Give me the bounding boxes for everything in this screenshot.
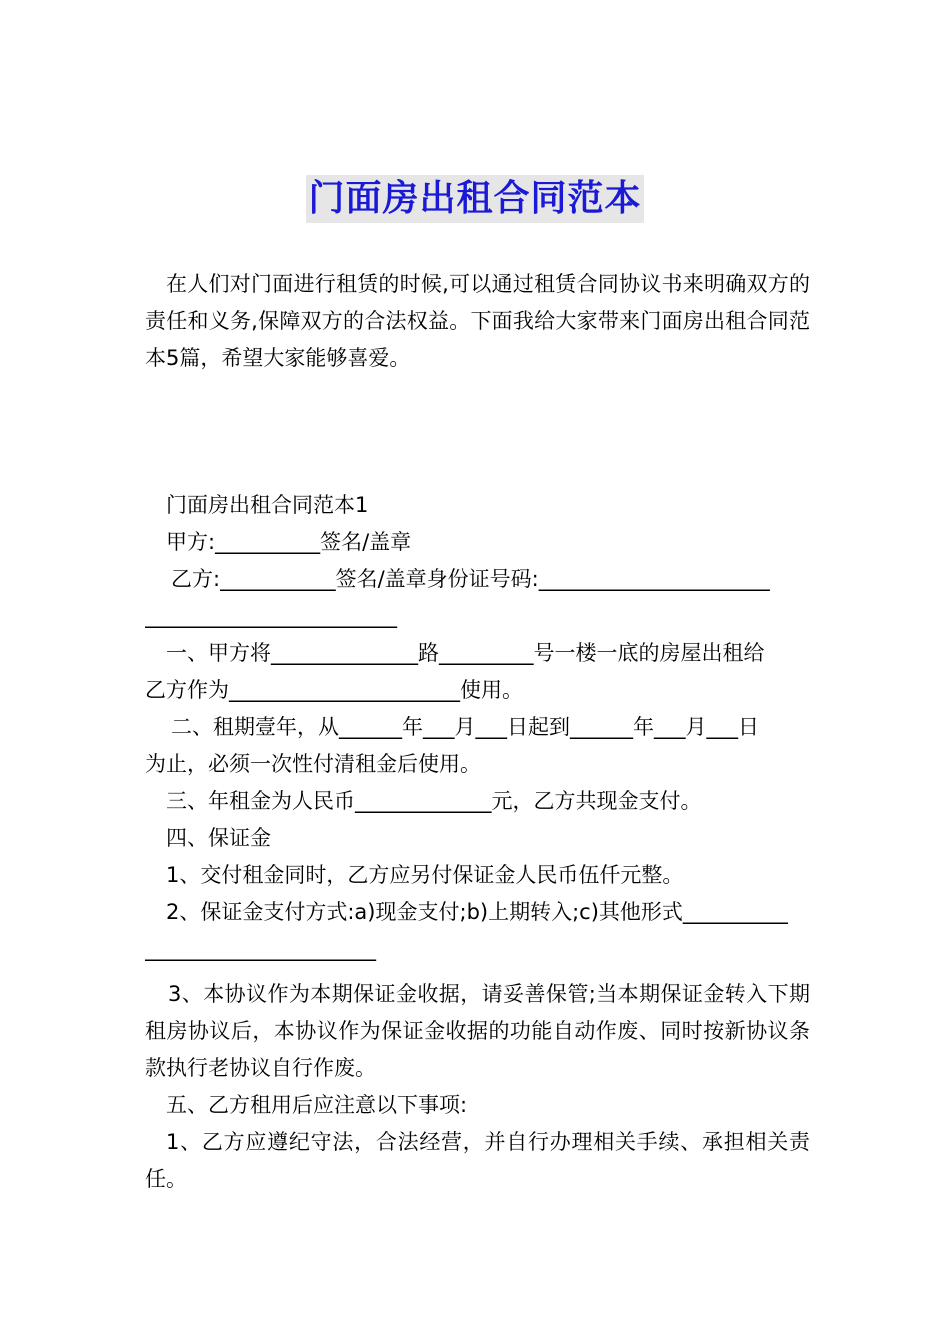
clause-3: 三、年租金为人民币_____________元，乙方共现金支付。	[166, 789, 702, 813]
section-heading: 门面房出租合同范本1	[166, 493, 369, 517]
title-container	[0, 175, 950, 223]
clause-1-line: 一、甲方将______________路_________号一楼一底的房屋出租给	[166, 641, 765, 665]
clause-2-line-continued: 为止，必须一次性付清租金后使用。	[145, 752, 481, 776]
clause-4-item-3: 3、本协议作为本期保证金收据，请妥善保管;当本期保证金转入下期租房协议后，本协议作为保证金收据的功能自动作废、同时按新协议条款执行老协议自行作废。	[145, 982, 810, 1080]
clause-4-item-2-continued: ______________________	[145, 937, 376, 961]
document-title: 门面房出租合同范本	[306, 175, 643, 223]
clause-1-line-continued: 乙方作为______________________使用。	[145, 678, 523, 702]
party-b-line: 乙方:___________签名/盖章身份证号码:______________________	[171, 567, 770, 591]
intro-paragraph: 在人们对门面进行租赁的时候,可以通过租赁合同协议书来明确双方的责任和义务,保障双方的合法权益。下面我给大家带来门面房出租合同范本5篇，希望大家能够喜爱。	[145, 272, 810, 370]
clause-4-item-2: 2、保证金支付方式:a)现金支付;b)上期转入;c)其他形式__________	[166, 900, 788, 924]
clause-4-heading: 四、保证金	[166, 826, 271, 850]
party-a-line: 甲方:__________签名/盖章	[166, 530, 412, 554]
contract-body	[145, 487, 810, 1198]
clause-2-line: 二、租期壹年，从______年___月___日起到______年___月___日	[171, 715, 759, 739]
intro-block	[145, 266, 810, 377]
party-b-line-continued: ________________________	[145, 604, 397, 628]
clause-4-item-1: 1、交付租金同时，乙方应另付保证金人民币伍仟元整。	[166, 863, 684, 887]
clause-5-item-1: 1、乙方应遵纪守法，合法经营，并自行办理相关手续、承担相关责任。	[145, 1130, 810, 1191]
clause-5-heading: 五、乙方租用后应注意以下事项:	[166, 1093, 468, 1117]
